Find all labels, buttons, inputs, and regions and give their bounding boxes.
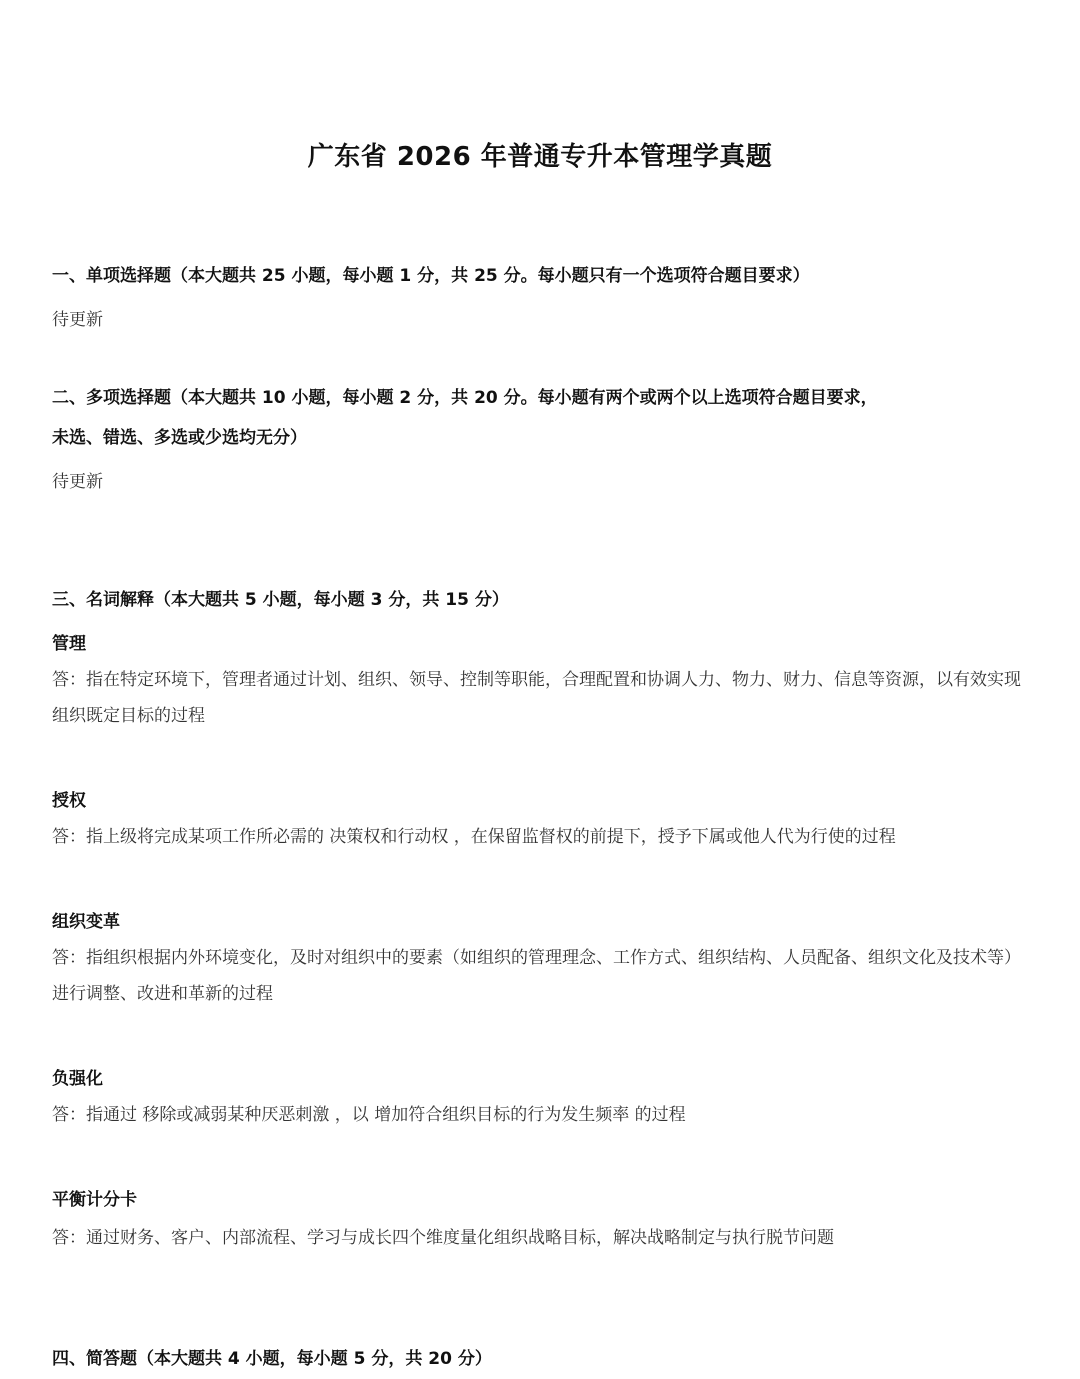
term-balanced-scorecard: 平衡计分卡 <box>52 1190 137 1210</box>
answer-balanced-scorecard: 答：通过财务、客户、内部流程、学习与成长四个维度量化组织战略目标，解决战略制定与执行脱节问题 <box>52 1228 834 1248</box>
section-2-heading: 二、多项选择题（本大题共 10 小题，每小题 2 分，共 20 分。每小题有两个或两个以上选项符合题目要求， <box>52 388 878 408</box>
answer-delegation: 答：指上级将完成某项工作所必需的 决策权和行动权 ，在保留监督权的前提下，授予下属或他人代为行使的过程 <box>52 827 896 847</box>
section-1-content: 待更新 <box>52 310 103 330</box>
term-organizational-change: 组织变革 <box>52 912 120 932</box>
section-2-content: 待更新 <box>52 472 103 492</box>
term-management: 管理 <box>52 634 86 654</box>
document-title: 广东省 2026 年普通专升本管理学真题 <box>307 142 773 172</box>
answer-management: 答：指在特定环境下，管理者通过计划、组织、领导、控制等职能，合理配置和协调人力、物力、财力、信息等资源，以有效实现组织既定目标的过程 <box>52 670 1021 726</box>
answer-organizational-change: 答：指组织根据内外环境变化，及时对组织中的要素（如组织的管理理念、工作方式、组织结构、人员配备、组织文化及技术等）进行调整、改进和革新的过程 <box>52 948 1021 1004</box>
section-1-heading: 一、单项选择题（本大题共 25 小题，每小题 1 分，共 25 分。每小题只有一个选项符合题目要求） <box>52 266 810 286</box>
term-delegation: 授权 <box>52 791 86 811</box>
section-3-heading: 三、名词解释（本大题共 5 小题，每小题 3 分，共 15 分） <box>52 590 509 610</box>
answer-negative-reinforcement: 答：指通过 移除或减弱某种厌恶刺激 ，以 增加符合组织目标的行为发生频率 的过程 <box>52 1105 686 1125</box>
term-negative-reinforcement: 负强化 <box>52 1069 103 1089</box>
section-2-heading-line-2: 未选、错选、多选或少选均无分） <box>52 428 307 448</box>
section-4-heading: 四、简答题（本大题共 4 小题，每小题 5 分，共 20 分） <box>52 1349 492 1369</box>
